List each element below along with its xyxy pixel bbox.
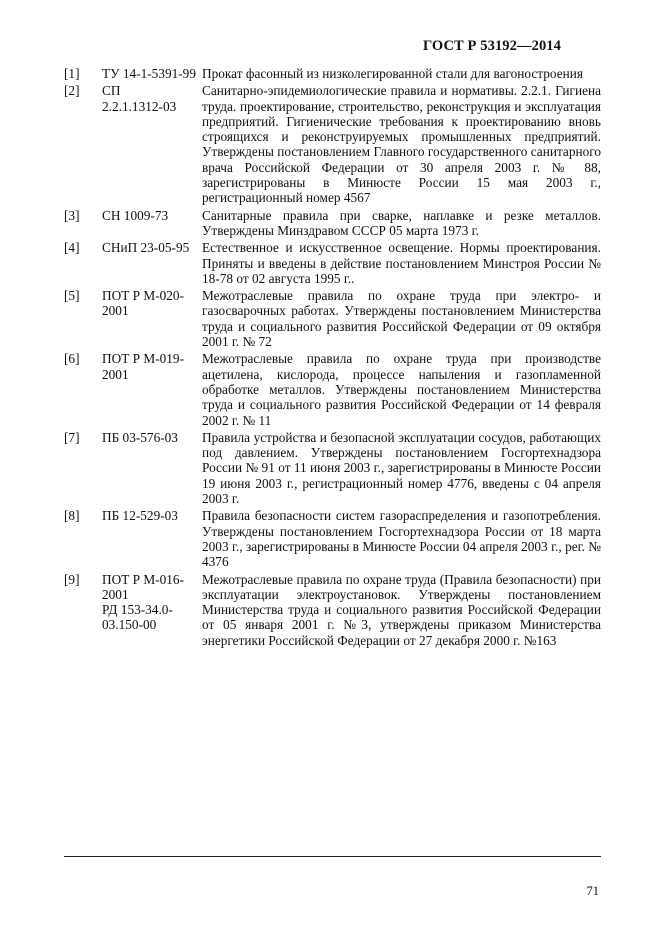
entry-text: Межотраслевые правила по охране труда при электро- и газосварочных работах. Утверждены постановлением Министерства труда и социального развития Российской Федерации от 09 октября 2001 г. № 72 [202,288,601,350]
bibliography-entry [64,430,601,506]
footer-divider [64,856,601,857]
entry-number: [3] [64,207,80,223]
entry-text: Правила устройства и безопасной эксплуатации сосудов, работающих под давлением. Утверждены постановлением Госгортехнадзора России № 91 от 11 июня 2003 г., зарегистрированы в Минюсте России 19 июня 2003 г., регистрационный номер 4776, введены с 04 апреля 2003 г. [202,429,601,507]
entry-text: Санитарно-эпидемиологические правила и нормативы. 2.2.1. Гигиена труда. проектирование, строительство, реконструкция и эксплуатация предприятий. Гигиенические требования к проектированию вновь строящихся и реконструируемых промышленных предприятий. Утверждены постановлением Главного государственного санитарного врача Российской Федерации от 30 апреля 2003 г. № 88, зарегистрированы в Минюсте России 15 мая 2003 г., регистрационный номер 4567 [202,83,601,206]
bibliography-entry [64,208,601,239]
bibliography-entry [64,288,601,349]
entry-code [102,240,202,286]
entry-code [102,288,202,349]
entry-code [102,508,202,569]
bibliography-list [64,66,601,650]
entry-code-line: ТУ 14-1-5391-99 [102,66,196,81]
entry-number: [5] [64,288,80,304]
bibliography-entry [64,572,601,648]
entry-text: Межотраслевые правила по охране труда при производстве ацетилена, кислорода, процессе напыления и газопламенной обработке металлов. Утверждены постановлением Министерства труда и социального развития Российской Федерации от 14 февраля 2002 г. № 11 [202,351,601,428]
entry-code-line: ПОТ Р М-019-2001 [102,351,184,382]
bibliography-entry [64,83,601,205]
entry-text: Правила безопасности систем газораспределения и газопотребления. Утверждены постановлением Госгортехнадзора России от 18 марта 2003 г., зарегистрированы в Минюсте России 04 апреля 2003 г., рег. № 4376 [202,508,601,570]
entry-code [102,83,202,205]
entry-number: [2] [64,83,80,99]
entry-number: [6] [64,351,80,367]
entry-text: Межотраслевые правила по охране труда (Правила безопасности) при эксплуатации электроустановок. Утверждены постановлением Министерства труда и социального развития Российской Федерации от 05 января 2001 г. №3, утверждены приказом Министерства энергетики Российской Федерации от 27 декабря 2000 г. №163 [202,571,601,648]
bibliography-entry [64,240,601,286]
entry-text: Прокат фасонный из низколегированной стали для вагоностроения [202,66,583,81]
entry-code-line: ПОТ Р М-016-2001 [102,571,184,602]
entry-number: [9] [64,571,80,587]
entry-code-line: РД 153-34.0-03.150-00 [102,602,173,633]
entry-code [102,208,202,239]
bibliography-entry [64,66,601,81]
entry-code-line: ПОТ Р М-020-2001 [102,288,184,319]
entry-number: [4] [64,240,80,256]
entry-text: Санитарные правила при сварке, наплавке и резке металлов. Утверждены Минздравом СССР 05 марта 1973 г. [202,207,601,238]
entry-number: [7] [64,429,80,445]
entry-code-line: ПБ 12-529-03 [102,508,178,524]
entry-code [102,66,202,81]
entry-code [102,351,202,427]
entry-number: [8] [64,508,80,524]
entry-text: Естественное и искусственное освещение. Нормы проектирования. Приняты и введены в действие постановлением Минстроя России № 18-78 от 02 августа 1995 г.. [202,240,601,286]
entry-code-line: СНиП 23-05-95 [102,240,190,256]
entry-code [102,572,202,648]
page-number: 71 [586,884,599,898]
entry-code-line: СП [102,83,121,99]
bibliography-entry [64,351,601,427]
entry-number: [1] [64,66,80,81]
entry-code-line: 2.2.1.1312-03 [102,98,177,114]
entry-code-line: ПБ 03-576-03 [102,429,178,445]
entry-code-line: СН 1009-73 [102,207,169,223]
bibliography-entry [64,508,601,569]
document-code: ГОСТ Р 53192—2014 [422,38,561,54]
entry-code [102,430,202,506]
